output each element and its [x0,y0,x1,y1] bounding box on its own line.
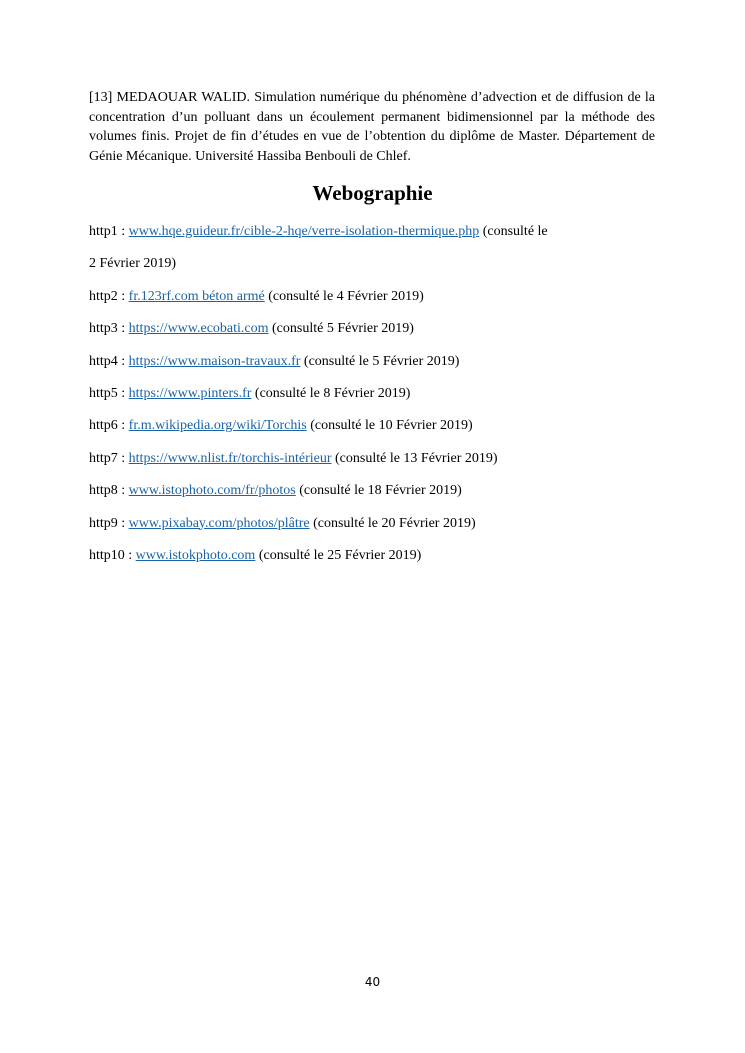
entry-suffix: (consulté le 8 Février 2019) [251,385,411,401]
entry-suffix: (consulté le 25 Février 2019) [255,547,422,563]
entry-prefix: http8 : [89,483,129,499]
entry-suffix: (consulté 5 Février 2019) [268,321,414,337]
web-link[interactable]: https://www.nlist.fr/torchis-intérieur [128,450,332,466]
web-link[interactable]: fr.m.wikipedia.org/wiki/Torchis [128,418,307,434]
entry-suffix: (consulté le 18 Février 2019) [295,483,462,499]
entry-prefix: http10 : [89,547,136,563]
web-entry-http4 [89,352,669,384]
web-entry-http7 [89,449,669,481]
entry-prefix: 2 Février 2019) [89,256,177,272]
webography-list [89,222,669,578]
web-link[interactable]: www.istokphoto.com [135,547,256,563]
web-entry-http9 [89,514,669,546]
web-link[interactable]: https://www.pinters.fr [128,385,252,401]
section-title: Webographie [312,181,433,205]
entry-suffix: (consulté le 4 Février 2019) [264,288,424,304]
entry-prefix: http1 : [89,224,129,239]
entry-prefix: http6 : [89,418,129,434]
web-entry-http6 [89,416,669,448]
web-link[interactable]: https://www.ecobati.com [128,321,269,337]
web-link[interactable]: https://www.maison-travaux.fr [128,353,301,369]
web-link[interactable]: www.hqe.guideur.fr/cible-2-hqe/verre-isolation-thermique.php [128,224,480,239]
web-entry-http8 [89,481,669,513]
web-entry-http5 [89,384,669,416]
entry-prefix: http3 : [89,321,129,337]
entry-prefix: http5 : [89,385,129,401]
entry-suffix: (consulté le 20 Février 2019) [309,515,476,531]
entry-suffix: (consulté le 13 Février 2019) [331,450,498,466]
entry-prefix: http9 : [89,515,129,531]
web-link[interactable]: www.istophoto.com/fr/photos [128,483,296,499]
web-entry-http1-continued [89,254,669,286]
web-entry-http2 [89,287,669,319]
web-link[interactable]: www.pixabay.com/photos/plâtre [128,515,310,531]
entry-suffix: (consulté le [479,224,548,239]
web-link[interactable]: fr.123rf.com béton armé [128,288,265,304]
entry-prefix: http7 : [89,450,129,466]
reference-13: [13] MEDAOUAR WALID. Simulation numérique du phénomène d’advection et de diffusion de la concentration d’un polluant dans un écoulement permanent bidimensionnel par la méthode des volumes finis. Projet de fin d’études en vue de l’obtention du diplôme de Master. Département de Génie Mécanique. Université Hassiba Benbouli de Chlef. [89,90,655,164]
web-entry-http3 [89,319,669,351]
page-number: 40 [364,975,381,989]
entry-prefix: http4 : [89,353,129,369]
web-entry-http1 [89,222,669,254]
entry-prefix: http2 : [89,288,129,304]
entry-suffix: (consulté le 5 Février 2019) [300,353,460,369]
web-entry-http10 [89,546,669,578]
entry-suffix: (consulté le 10 Février 2019) [306,418,473,434]
